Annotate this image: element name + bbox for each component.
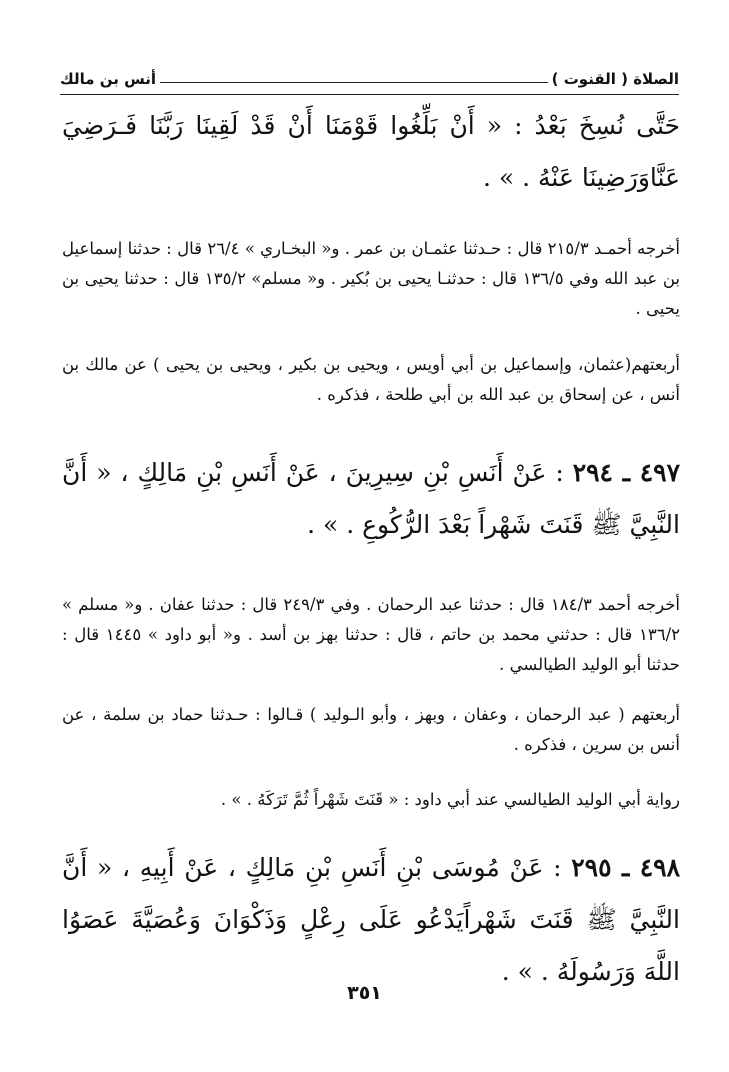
- hadith-498-number: ٤٩٨ ـ ٢٩٥: [571, 853, 681, 882]
- riwaya-note-text: رواية أبي الوليد الطيالسي عند أبي داود : « قَنَتَ شَهْراً ثُمَّ تَرَكَهُ . » .: [220, 790, 680, 809]
- page-number: ٣٥١: [347, 982, 382, 1004]
- hadith-498-text: : عَنْ مُوسَى بْنِ أَنَسِ بْنِ مَالِكٍ ، عَنْ أَبِيهِ ، « أَنَّ النَّبِيَّ ﷺ قَنَتَ شَهْراًيَدْعُو عَلَى رِعْلٍ وَذَكْوَانَ وَعُصَيَّةَ عَصَوُا اللَّهَ وَرَسُولَهُ . » .: [62, 853, 680, 986]
- running-header: [60, 70, 679, 88]
- takhrij-note-2-text: أخرجه أحمد ١٨٤/٣ قال : حدثنا عبد الرحمان . وفي ٢٤٩/٣ قال : حدثنا عفان . و« مسلم » ١٣٦/٢ قال : حدثني محمد بن حاتم ، قال : حدثنا بهز بن أسد . و« أبو داود » ١٤٤٥ قال : حدثنا أبو الوليد الطيالسي .: [62, 595, 680, 674]
- header-divider: [60, 94, 679, 95]
- chain-note-1: [62, 350, 680, 410]
- chain-note-2: [62, 700, 680, 760]
- takhrij-note-1-text: أخرجه أحمـد ٢١٥/٣ قال : حـدثنا عثمـان بن عمر . و« البخـاري » ٢٦/٤ قال : حدثنا إسماعيل بن عبد الله وفي ١٣٦/٥ قال : حدثنـا يحيى بن بُكير . و« مسلم» ١٣٥/٢ قال : حدثنا يحيى بن يحيى .: [62, 239, 680, 318]
- hadith-continuation-text: حَتَّى نُسِخَ بَعْدُ : « أَنْ بَلِّغُوا قَوْمَنَا أَنْ قَدْ لَقِينَا رَبَّنَا فَـرَضِيَ عَنَّاوَرَضِينَا عَنْهُ . » .: [62, 111, 680, 192]
- header-chapter: الصلاة ( القنوت ): [551, 70, 679, 88]
- takhrij-note-2: [62, 590, 680, 680]
- header-narrator: أنس بن مالك: [60, 70, 157, 88]
- hadith-497-text: : عَنْ أَنَسِ بْنِ سِيرِينَ ، عَنْ أَنَسِ بْنِ مَالِكٍ ، « أَنَّ النَّبِيَّ ﷺ قَنَتَ شَهْراً بَعْدَ الرُّكُوعِ . » .: [62, 458, 680, 539]
- riwaya-note: [62, 785, 680, 815]
- hadith-498: [62, 842, 680, 998]
- chain-note-1-text: أربعتهم(عثمان، وإسماعيل بن أبي أويس ، ويحيى بن بكير ، ويحيى بن يحيى ) عن مالك بن أنس ، عن إسحاق بن عبد الله بن أبي طلحة ، فذكره .: [62, 355, 680, 404]
- hadith-497-number: ٤٩٧ ـ ٢٩٤: [572, 458, 681, 487]
- chain-note-2-text: أربعتهم ( عبد الرحمان ، وعفان ، وبهز ، وأبو الـوليد ) قـالوا : حـدثنا حماد بن سلمة ، عن أنس بن سرين ، فذكره .: [62, 705, 680, 754]
- hadith-497: [62, 447, 680, 551]
- takhrij-note-1: [62, 234, 680, 324]
- hadith-continuation: [62, 100, 680, 204]
- header-rule: [160, 76, 548, 83]
